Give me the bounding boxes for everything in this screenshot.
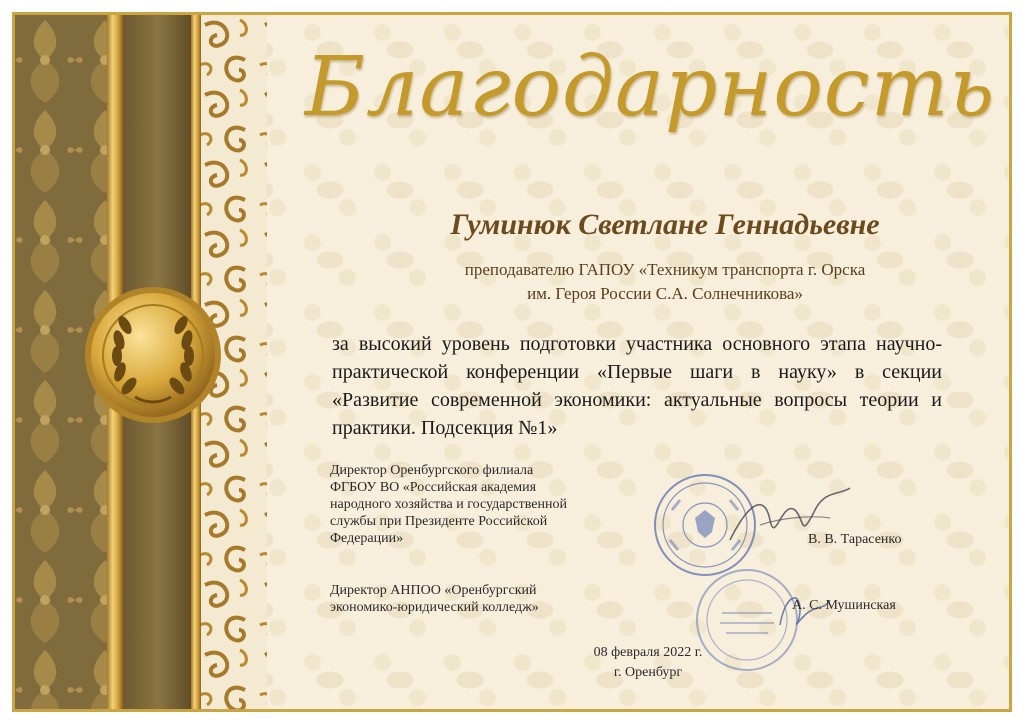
signatory-2-title xyxy=(330,582,590,616)
signatory-1-name: В. В. Тарасенко xyxy=(808,532,902,547)
position-line-1: преподавателю ГАПОУ «Техникум транспорта г. Орска xyxy=(464,260,866,279)
signatory-1-title xyxy=(330,462,600,547)
signature-1-icon xyxy=(720,480,860,560)
issue-date: 08 февраля 2022 г. xyxy=(593,645,703,660)
certificate-body: за высокий уровень подготовки участника основного этапа научно-практической конференции «Первые шаги в науку» в секции «Развитие современной экономики: актуальные вопросы теории и практики. Подсекция №1» xyxy=(332,333,942,439)
signatory-1-title-line: народного хозяйства и государственной xyxy=(330,497,567,512)
signatory-1-title-line: ФГБОУ ВО «Российская академия xyxy=(330,480,537,495)
signatory-1-title-line: Федерации» xyxy=(330,531,404,546)
laurel-wreath-medal-icon xyxy=(85,287,221,423)
recipient-name: Гуминюк Светлане Геннадьевне xyxy=(450,208,880,241)
signatory-2-name: А. С. Мушинская xyxy=(792,598,896,613)
issue-date-block xyxy=(588,643,708,683)
signatory-2-title-line: экономико-юридический колледж» xyxy=(330,600,539,615)
signatory-2-title-line: Директор АНПОО «Оренбургский xyxy=(330,583,537,598)
recipient-position xyxy=(320,258,1010,306)
position-line-2: им. Героя России С.А. Солнечникова» xyxy=(527,284,803,303)
ornamental-left-panel xyxy=(15,15,267,709)
signatory-1-title-line: Директор Оренбургского филиала xyxy=(330,463,534,478)
issue-city: г. Оренбург xyxy=(613,665,683,680)
certificate-title: Благодарность xyxy=(304,40,996,135)
signatory-1-title-line: службы при Президенте Российской xyxy=(330,514,548,529)
